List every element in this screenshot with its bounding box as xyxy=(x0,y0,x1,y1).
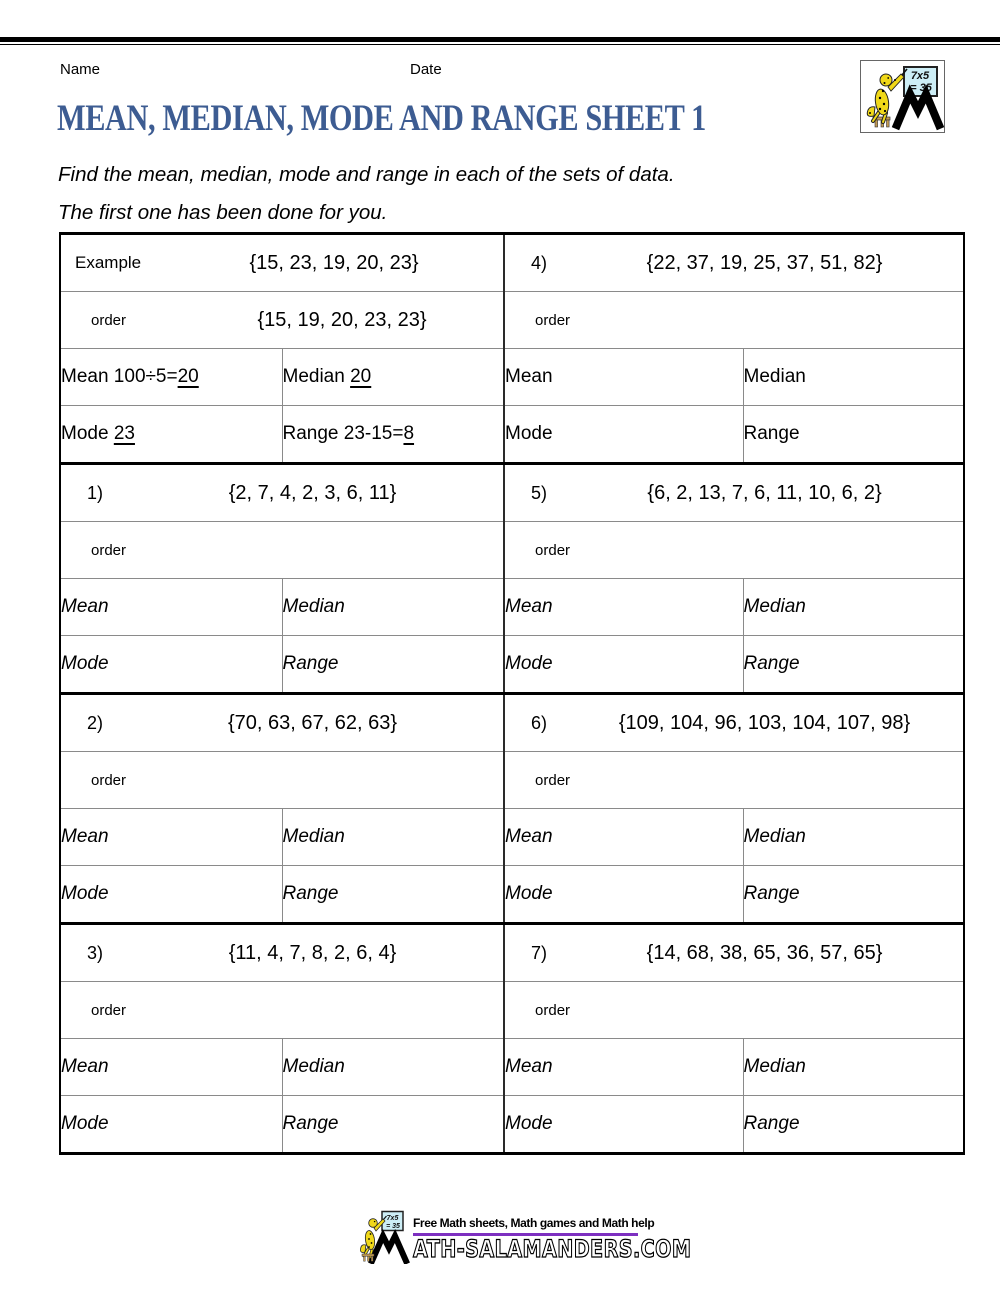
p3-mean-cell xyxy=(60,1039,282,1096)
example-ordered-set: {15, 19, 20, 23, 23} xyxy=(257,308,427,331)
p1-mode-cell xyxy=(60,636,282,694)
p3-order-label: order xyxy=(91,1001,127,1019)
p3-mode-label: Mode xyxy=(61,1113,109,1134)
row-p2-p6-mean-median xyxy=(60,809,964,866)
p2-median-cell xyxy=(282,809,504,866)
p5-mean-label: Mean xyxy=(505,596,553,617)
p5-range-label: Range xyxy=(743,653,800,674)
example-range-cell xyxy=(282,406,504,464)
p4-range-label: Range xyxy=(743,423,800,444)
row-p1-p5-set xyxy=(60,464,964,522)
p1-set-text: {2, 7, 4, 2, 3, 6, 11} xyxy=(228,481,397,504)
p4-range-cell xyxy=(743,406,964,464)
p6-mean-label: Mean xyxy=(505,826,553,847)
row-example-order xyxy=(60,292,964,349)
p7-range-cell xyxy=(743,1096,964,1154)
p3-median-cell xyxy=(282,1039,504,1096)
p7-number: 7) xyxy=(531,942,548,963)
footer-m-letter-icon xyxy=(372,1236,406,1261)
p2-mean-cell xyxy=(60,809,282,866)
p2-order-cell xyxy=(60,752,504,809)
example-mean-work: Mean 100÷5= xyxy=(61,366,178,387)
p2-mean-label: Mean xyxy=(61,826,109,847)
p7-set-text: {14, 68, 38, 65, 36, 57, 65} xyxy=(646,941,883,964)
p6-range-label: Range xyxy=(743,883,800,904)
footer-board-text-top: 7x5 xyxy=(386,1215,399,1222)
instruction-line-1: Find the mean, median, mode and range in each of the sets of data. xyxy=(58,163,675,186)
p3-set-cell xyxy=(60,924,504,982)
p1-mode-label: Mode xyxy=(61,653,109,674)
p6-set-text: {109, 104, 96, 103, 104, 107, 98} xyxy=(618,711,911,734)
example-median-answer: 20 xyxy=(350,366,372,387)
p5-order-cell xyxy=(504,522,964,579)
p7-median-label: Median xyxy=(743,1056,806,1077)
p7-mean-label: Mean xyxy=(505,1056,553,1077)
p3-median-label: Median xyxy=(282,1056,345,1077)
example-range-work: Range 23-15= xyxy=(282,423,404,444)
p3-range-label: Range xyxy=(282,1113,339,1134)
example-mode-cell xyxy=(60,406,282,464)
p5-order-label: order xyxy=(535,541,571,559)
example-mean-cell xyxy=(60,349,282,406)
footer-wordmark: ATH-SALAMANDERS.COM xyxy=(413,1235,692,1263)
page-title: MEAN, MEDIAN, MODE AND RANGE SHEET 1 xyxy=(57,98,706,139)
p1-order-cell xyxy=(60,522,504,579)
p4-mean-cell xyxy=(504,349,743,406)
example-median-cell xyxy=(282,349,504,406)
example-mode-work: Mode xyxy=(61,423,114,444)
p5-median-label: Median xyxy=(743,596,806,617)
p4-order-label: order xyxy=(535,311,571,329)
p3-mean-label: Mean xyxy=(61,1056,109,1077)
row-p3-p7-set xyxy=(60,924,964,982)
row-p3-p7-order xyxy=(60,982,964,1039)
p5-set-text: {6, 2, 13, 7, 6, 11, 10, 6, 2} xyxy=(647,481,882,504)
p5-range-cell xyxy=(743,636,964,694)
row-example-set xyxy=(60,234,964,292)
p6-mode-cell xyxy=(504,866,743,924)
example-mode-answer: 23 xyxy=(113,423,135,444)
p2-range-cell xyxy=(282,866,504,924)
logo-board-text-top: 7x5 xyxy=(910,70,930,82)
p7-range-label: Range xyxy=(743,1113,800,1134)
p6-mode-label: Mode xyxy=(505,883,553,904)
example-set-text: {15, 23, 19, 20, 23} xyxy=(249,251,419,274)
footer-board-text-bottom: = 35 xyxy=(386,1223,400,1230)
instructions xyxy=(58,156,675,232)
p1-range-label: Range xyxy=(282,653,339,674)
p7-set-cell xyxy=(504,924,964,982)
example-median-work: Median xyxy=(282,366,351,387)
date-label: Date xyxy=(410,61,442,78)
row-p3-p7-mode-range xyxy=(60,1096,964,1154)
p6-order-label: order xyxy=(535,771,571,789)
p1-order-label: order xyxy=(91,541,127,559)
name-label: Name xyxy=(60,61,101,78)
p2-mode-label: Mode xyxy=(61,883,109,904)
p3-range-cell xyxy=(282,1096,504,1154)
p7-mode-label: Mode xyxy=(505,1113,553,1134)
p6-range-cell xyxy=(743,866,964,924)
p6-set-cell xyxy=(504,694,964,752)
p4-number: 4) xyxy=(531,252,548,273)
p1-mean-label: Mean xyxy=(61,596,109,617)
row-p1-p5-mean-median xyxy=(60,579,964,636)
p3-number: 3) xyxy=(87,942,104,963)
p5-mode-label: Mode xyxy=(505,653,553,674)
p7-order-label: order xyxy=(535,1001,571,1019)
footer xyxy=(357,1210,761,1264)
example-range-answer: 8 xyxy=(403,423,415,444)
logo-board-text-bottom: = 35 xyxy=(910,82,932,94)
row-p3-p7-mean-median xyxy=(60,1039,964,1096)
p3-mode-cell xyxy=(60,1096,282,1154)
p5-mode-cell xyxy=(504,636,743,694)
p6-median-cell xyxy=(743,809,964,866)
p1-median-label: Median xyxy=(282,596,345,617)
p4-mean-label: Mean xyxy=(505,366,553,387)
p2-order-label: order xyxy=(91,771,127,789)
p1-range-cell xyxy=(282,636,504,694)
example-order-label: order xyxy=(91,311,127,329)
p1-number: 1) xyxy=(87,482,104,503)
footer-logo-icon xyxy=(357,1210,415,1264)
p1-mean-cell xyxy=(60,579,282,636)
p3-set-text: {11, 4, 7, 8, 2, 6, 4} xyxy=(228,941,397,964)
row-p2-p6-set xyxy=(60,694,964,752)
row-p2-p6-order xyxy=(60,752,964,809)
p6-median-label: Median xyxy=(743,826,806,847)
row-p1-p5-mode-range xyxy=(60,636,964,694)
p2-number: 2) xyxy=(87,712,104,733)
p2-mode-cell xyxy=(60,866,282,924)
p2-set-cell xyxy=(60,694,504,752)
p4-mode-label: Mode xyxy=(505,423,553,444)
p4-set-cell xyxy=(504,234,964,292)
p1-median-cell xyxy=(282,579,504,636)
p6-number: 6) xyxy=(531,712,548,733)
worksheet-table-wrap xyxy=(59,232,963,1155)
row-example-mean-median xyxy=(60,349,964,406)
p2-range-label: Range xyxy=(282,883,339,904)
p2-set-text: {70, 63, 67, 62, 63} xyxy=(227,711,398,734)
p4-order-cell xyxy=(504,292,964,349)
row-p1-p5-order xyxy=(60,522,964,579)
p3-order-cell xyxy=(60,982,504,1039)
example-mean-answer: 20 xyxy=(177,366,199,387)
p2-median-label: Median xyxy=(282,826,345,847)
p4-mode-cell xyxy=(504,406,743,464)
p4-set-text: {22, 37, 19, 25, 37, 51, 82} xyxy=(646,251,883,274)
p5-mean-cell xyxy=(504,579,743,636)
p5-median-cell xyxy=(743,579,964,636)
p6-mean-cell xyxy=(504,809,743,866)
p7-order-cell xyxy=(504,982,964,1039)
p7-mode-cell xyxy=(504,1096,743,1154)
p1-set-cell xyxy=(60,464,504,522)
row-p2-p6-mode-range xyxy=(60,866,964,924)
p5-set-cell xyxy=(504,464,964,522)
p7-median-cell xyxy=(743,1039,964,1096)
example-set-cell xyxy=(60,234,504,292)
example-label: Example xyxy=(75,253,142,272)
p6-order-cell xyxy=(504,752,964,809)
top-double-rule xyxy=(0,37,1000,45)
footer-text-column xyxy=(413,1210,761,1262)
p5-number: 5) xyxy=(531,482,548,503)
p7-mean-cell xyxy=(504,1039,743,1096)
p4-median-cell xyxy=(743,349,964,406)
example-order-cell xyxy=(60,292,504,349)
worksheet-table xyxy=(59,232,965,1155)
row-example-mode-range xyxy=(60,406,964,464)
p4-median-label: Median xyxy=(743,366,806,387)
instruction-line-2: The first one has been done for you. xyxy=(58,201,388,224)
site-logo-icon xyxy=(860,60,945,133)
footer-tagline: Free Math sheets, Math games and Math help xyxy=(413,1216,655,1230)
